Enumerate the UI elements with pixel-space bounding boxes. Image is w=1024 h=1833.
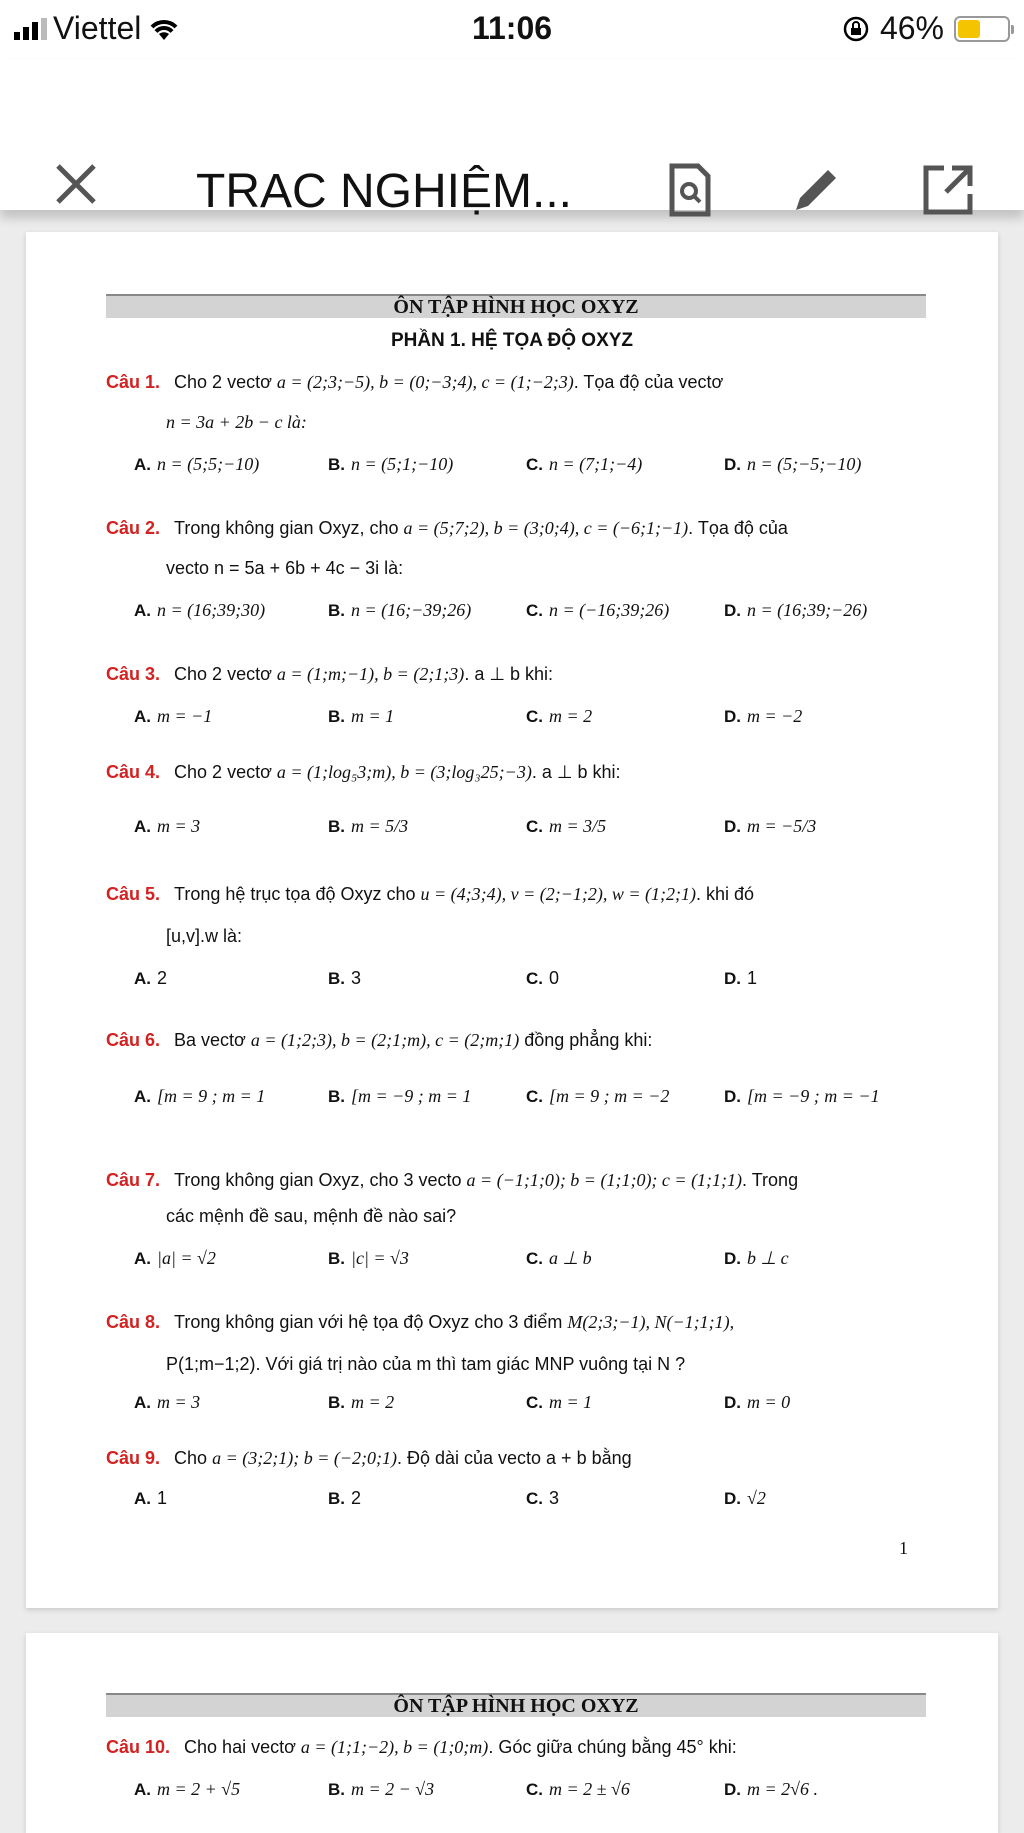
question-7-option-b[interactable]: B. |c| = √3: [328, 1248, 409, 1268]
question-9-option-d[interactable]: D. √2: [724, 1488, 766, 1508]
part-heading: PHẦN 1. HỆ TỌA ĐỘ OXYZ: [390, 330, 634, 351]
question-10-option-a[interactable]: A. m = 2 + √5: [134, 1779, 241, 1799]
battery-percent: 46%: [879, 10, 944, 46]
question-8-option-d[interactable]: D. m = 0: [724, 1392, 791, 1412]
question-7-option-c[interactable]: C. a ⊥ b: [526, 1248, 592, 1268]
question-1-option-d[interactable]: D. n = (5;−5;−10): [724, 454, 862, 474]
question-2-option-b[interactable]: B. n = (16;−39;26): [328, 600, 472, 620]
app-toolbar: [0, 60, 1024, 218]
question-9: Câu 9. Cho a = (3;2;1); b = (−2;0;1). Độ dài của vecto a + b bằng: [106, 1448, 632, 1468]
question-1-option-b[interactable]: B. n = (5;1;−10): [328, 454, 454, 474]
question-10: Câu 10. Cho hai vectơ a = (1;1;−2), b = (1;0;m). Góc giữa chúng bằng 45° khi:: [106, 1737, 737, 1757]
question-3-option-a[interactable]: A. m = −1: [134, 706, 213, 726]
pencil-icon[interactable]: [786, 160, 846, 220]
question-8-option-a[interactable]: A. m = 3: [134, 1392, 201, 1412]
question-4: Câu 4. Cho 2 vectơ a = (1;log₅3;m), b = (3;log₃25;−3). a ⊥ b khi:: [106, 762, 621, 782]
question-4-option-c[interactable]: C. m = 3/5: [526, 816, 607, 836]
page-number: 1: [899, 1538, 908, 1558]
question-1-line2: n = 3a + 2b − c là:: [166, 412, 307, 432]
question-5: Câu 5. Trong hệ trục tọa độ Oxyz cho u = (4;3;4), v = (2;−1;2), w = (1;2;1). khi đó: [106, 884, 755, 904]
question-10-option-b[interactable]: B. m = 2 − √3: [328, 1779, 435, 1799]
question-8-option-b[interactable]: B. m = 2: [328, 1392, 395, 1412]
question-1-option-a[interactable]: A. n = (5;5;−10): [134, 454, 260, 474]
question-9-option-b[interactable]: B. 2: [328, 1488, 362, 1508]
question-3-option-b[interactable]: B. m = 1: [328, 706, 395, 726]
question-7-option-d[interactable]: D. b ⊥ c: [724, 1248, 789, 1268]
page-header-banner-2: ÔN TẬP HÌNH HỌC OXYZ: [106, 1693, 926, 1717]
close-icon[interactable]: [48, 156, 104, 212]
status-bar: [0, 0, 1024, 60]
question-10-option-d[interactable]: D. m = 2√6 .: [724, 1779, 819, 1799]
question-6-option-a[interactable]: A. [m = 9 ; m = 1: [134, 1086, 266, 1106]
page-header-banner: ÔN TẬP HÌNH HỌC OXYZ: [106, 294, 926, 318]
document-page-2: [26, 1633, 998, 1833]
question-8-line2: P(1;m−1;2). Với giá trị nào của m thì tam giác MNP vuông tại N ?: [166, 1354, 686, 1374]
question-6-option-c[interactable]: C. [m = 9 ; m = −2: [526, 1086, 670, 1106]
carrier-name: Viettel: [53, 10, 142, 46]
battery-group: [842, 10, 1010, 47]
question-6-option-b[interactable]: B. [m = −9 ; m = 1: [328, 1086, 472, 1106]
question-2-option-c[interactable]: C. n = (−16;39;26): [526, 600, 670, 620]
question-7-line2: các mệnh đề sau, mệnh đề nào sai?: [166, 1206, 457, 1226]
question-6-option-d[interactable]: D. [m = −9 ; m = −1: [724, 1086, 880, 1106]
question-2-line2: vecto n = 5a + 6b + 4c − 3i là:: [166, 558, 404, 578]
question-7-option-a[interactable]: A. |a| = √2: [134, 1248, 216, 1268]
question-3-option-d[interactable]: D. m = −2: [724, 706, 803, 726]
clock: 11:06: [471, 10, 553, 46]
question-8-option-c[interactable]: C. m = 1: [526, 1392, 593, 1412]
question-9-option-a[interactable]: A. 1: [134, 1488, 168, 1508]
question-3-option-c[interactable]: C. m = 2: [526, 706, 593, 726]
question-2-option-d[interactable]: D. n = (16;39;−26): [724, 600, 868, 620]
question-5-option-d[interactable]: D. 1: [724, 968, 758, 988]
search-doc-icon[interactable]: [660, 160, 720, 220]
question-1-option-c[interactable]: C. n = (7;1;−4): [526, 454, 643, 474]
document-title: TRAC NGHIỆM...: [196, 165, 573, 218]
question-6: Câu 6. Ba vectơ a = (1;2;3), b = (2;1;m), c = (2;m;1) đồng phẳng khi:: [106, 1030, 653, 1050]
question-3: Câu 3. Cho 2 vectơ a = (1;m;−1), b = (2;1;3). a ⊥ b khi:: [106, 664, 554, 684]
rotation-lock-icon: [842, 15, 870, 43]
question-8: Câu 8. Trong không gian với hệ tọa độ Oxyz cho 3 điểm M(2;3;−1), N(−1;1;1),: [106, 1312, 735, 1332]
question-2-option-a[interactable]: A. n = (16;39;30): [134, 600, 266, 620]
document-page-1: [26, 232, 998, 1608]
question-5-option-c[interactable]: C. 0: [526, 968, 560, 988]
question-10-option-c[interactable]: C. m = 2 ± √6: [526, 1779, 630, 1799]
question-2: Câu 2. Trong không gian Oxyz, cho a = (5;7;2), b = (3;0;4), c = (−6;1;−1). Tọa độ của: [106, 518, 788, 538]
battery-icon: [954, 16, 1010, 42]
question-5-line2: [u,v].w là:: [166, 926, 243, 946]
question-4-option-d[interactable]: D. m = −5/3: [724, 816, 817, 836]
question-4-option-b[interactable]: B. m = 5/3: [328, 816, 409, 836]
question-5-option-a[interactable]: A. 2: [134, 968, 168, 988]
question-4-option-a[interactable]: A. m = 3: [134, 816, 201, 836]
question-1: Câu 1. Cho 2 vectơ a = (2;3;−5), b = (0;−3;4), c = (1;−2;3). Tọa độ của vectơ: [106, 372, 724, 392]
question-9-option-c[interactable]: C. 3: [526, 1488, 560, 1508]
open-external-icon[interactable]: [918, 160, 978, 220]
question-5-option-b[interactable]: B. 3: [328, 968, 362, 988]
question-7: Câu 7. Trong không gian Oxyz, cho 3 vecto a = (−1;1;0); b = (1;1;0); c = (1;1;1). Trong: [106, 1170, 799, 1190]
